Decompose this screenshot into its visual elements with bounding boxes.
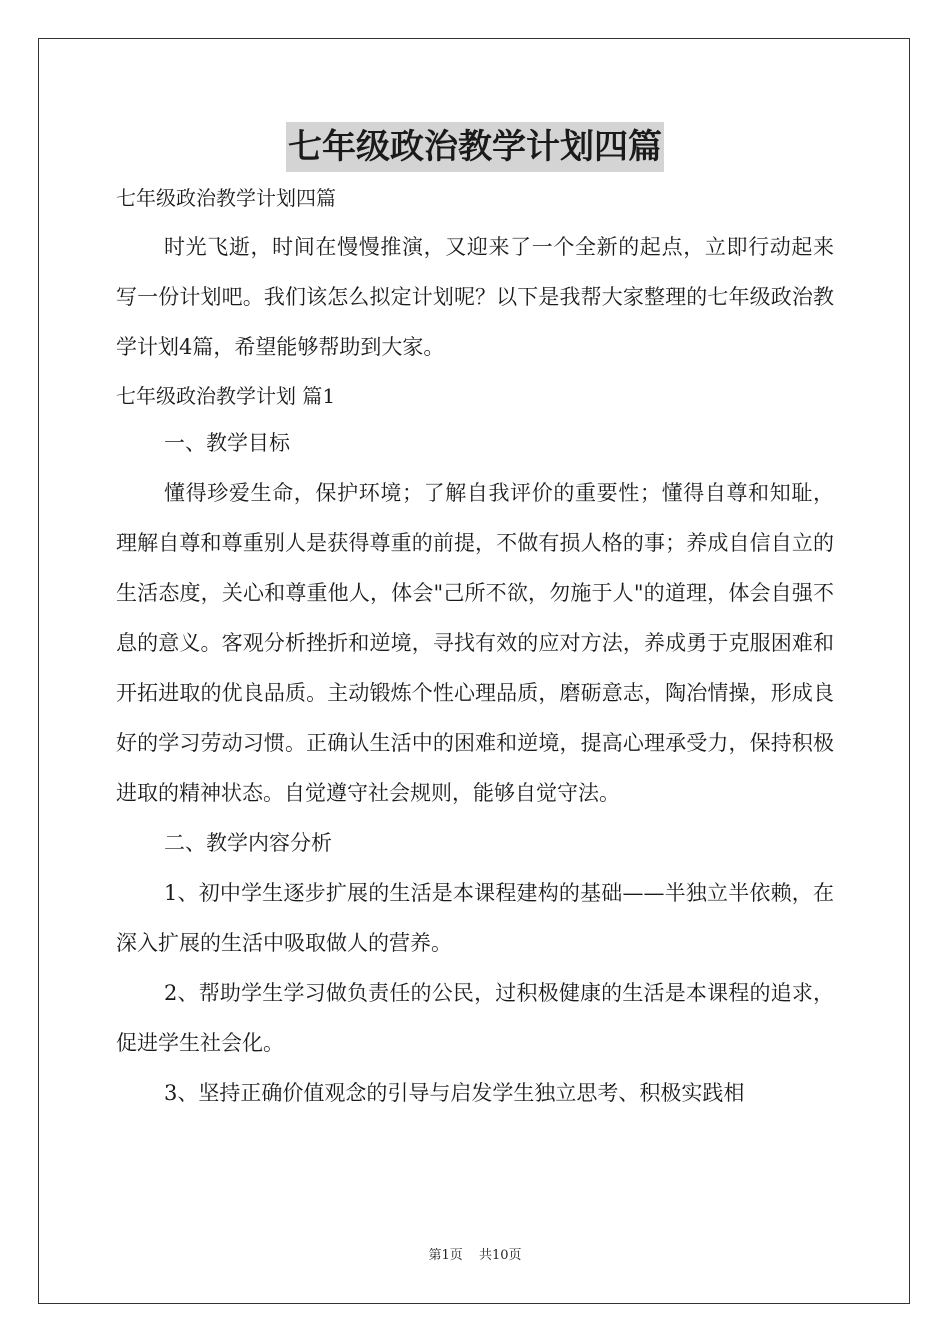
paragraph-item-2: 2、帮助学生学习做负责任的公民，过积极健康的生活是本课程的追求，促进学生社会化。	[116, 981, 834, 1055]
heading-teaching-goals: 一、教学目标	[164, 431, 290, 455]
paragraph-item-1: 1、初中学生逐步扩展的生活是本课程建构的基础——半独立半依赖，在深入扩展的生活中吸取做人的营养。	[116, 881, 834, 955]
page-total: 共10页	[478, 1248, 522, 1263]
document-body	[116, 180, 834, 1118]
paragraph-teaching-goals: 懂得珍爱生命，保护环境；了解自我评价的重要性；懂得自尊和知耻，理解自尊和尊重别人是获得尊重的前提，不做有损人格的事；养成自信自立的生活态度，关心和尊重他人，体会"己所不欲，勿施于人"的道理，体会自强不息的意义。客观分析挫折和逆境，寻找有效的应对方法，养成勇于克服困难和开拓进取的优良品质。主动锻炼个性心理品质，磨砺意志，陶冶情操，形成良好的学习劳动习惯。正确认生活中的困难和逆境，提高心理承受力，保持积极进取的精神状态。自觉遵守社会规则，能够自觉守法。	[116, 481, 834, 805]
title-wrap	[0, 122, 950, 172]
paragraph-intro: 时光飞逝，时间在慢慢推演，又迎来了一个全新的起点，立即行动起来写一份计划吧。我们该怎么拟定计划呢？以下是我帮大家整理的七年级政治教学计划4篇，希望能够帮助到大家。	[116, 235, 834, 359]
document-title: 七年级政治教学计划四篇	[286, 122, 664, 172]
document-subtitle: 七年级政治教学计划四篇	[116, 186, 336, 210]
page-footer	[0, 1244, 950, 1263]
paragraph-item-3: 3、坚持正确价值观念的引导与启发学生独立思考、积极实践相	[164, 1081, 745, 1105]
page-number: 第1页	[428, 1248, 463, 1263]
heading-content-analysis: 二、教学内容分析	[164, 831, 332, 855]
section-heading-1: 七年级政治教学计划 篇1	[116, 384, 336, 408]
